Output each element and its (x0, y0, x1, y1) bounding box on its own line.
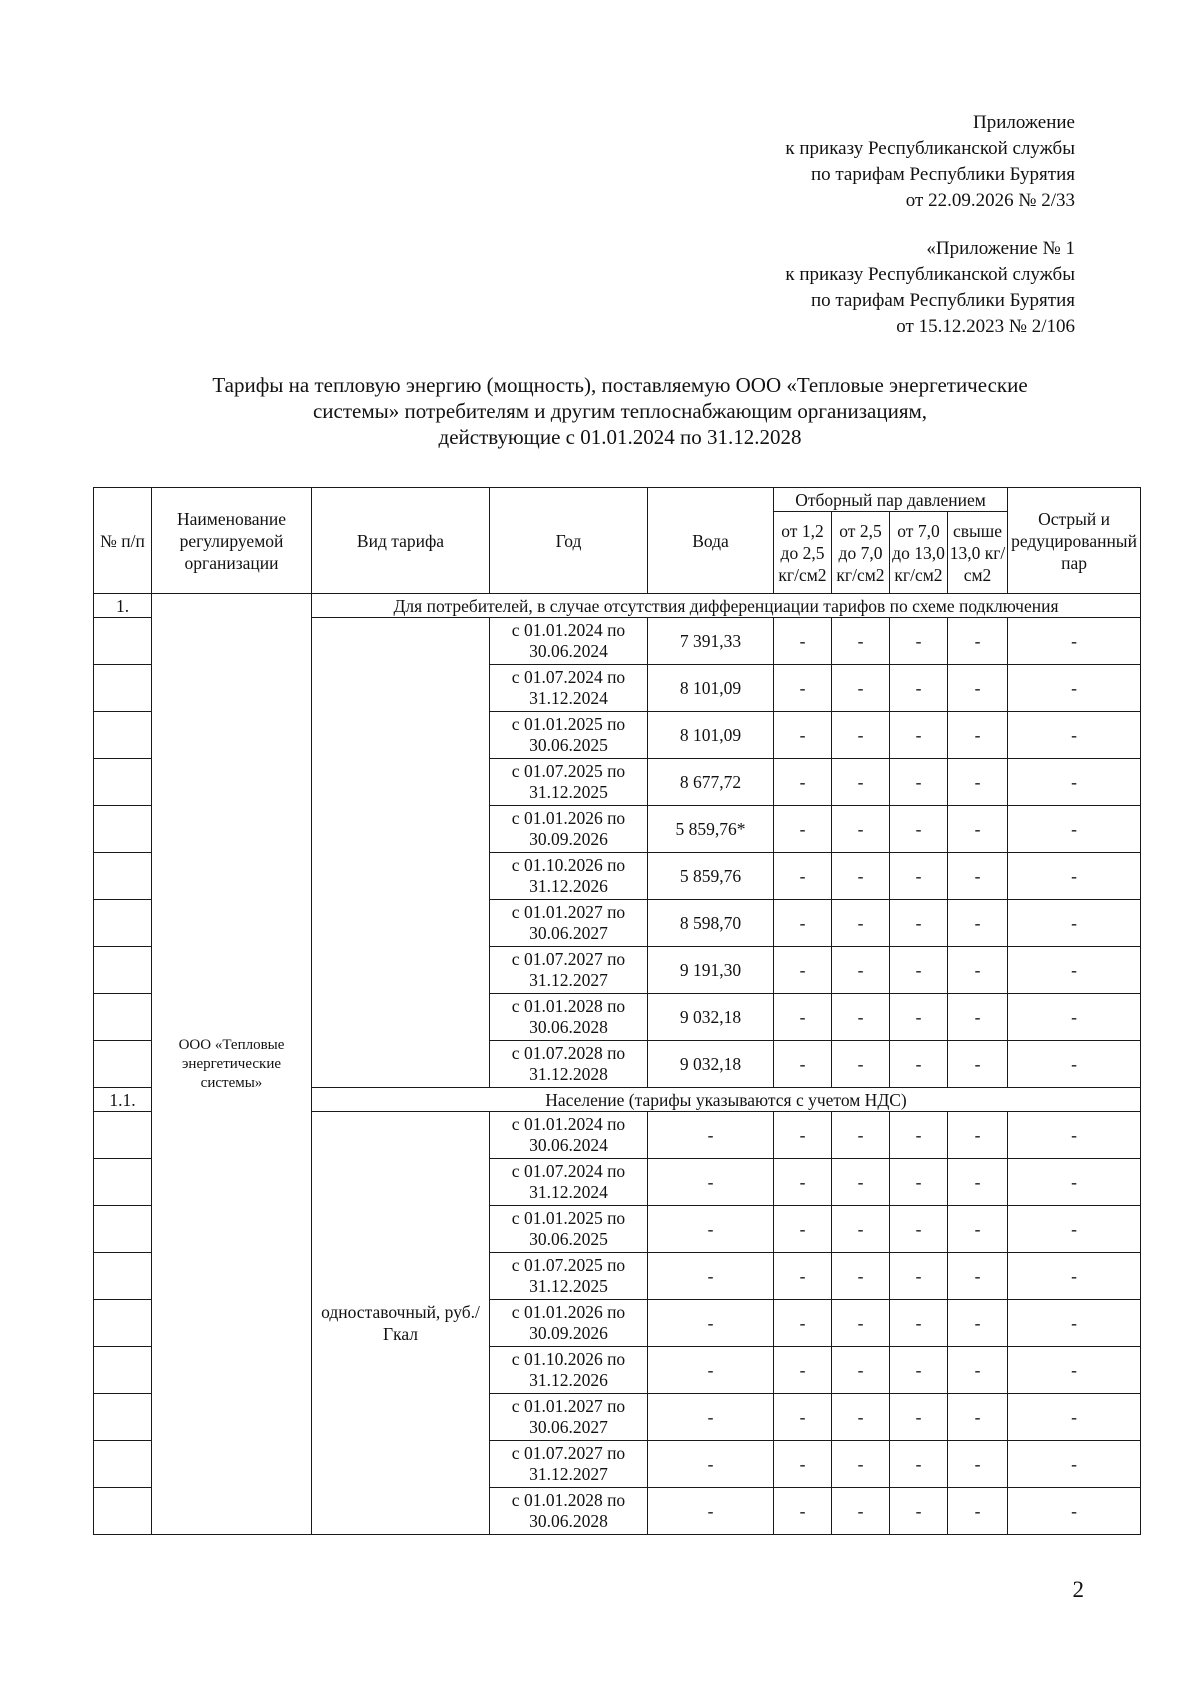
period-cell: с 01.01.2028 по 30.06.2028 (490, 994, 648, 1041)
steam-cell: - (832, 1253, 890, 1300)
steam-cell: - (774, 1488, 832, 1535)
sharp-steam-cell: - (1008, 853, 1141, 900)
steam-cell: - (832, 947, 890, 994)
steam-cell: - (948, 1206, 1008, 1253)
steam-cell: - (948, 1441, 1008, 1488)
steam-cell: - (832, 1394, 890, 1441)
header-steam-group: Отборный пар давлением (774, 488, 1008, 512)
steam-cell: - (774, 618, 832, 665)
water-cell: 8 677,72 (648, 759, 774, 806)
steam-cell: - (890, 1488, 948, 1535)
sharp-steam-cell: - (1008, 618, 1141, 665)
steam-cell: - (948, 1300, 1008, 1347)
row-number (94, 1488, 152, 1535)
row-number (94, 759, 152, 806)
row-number (94, 1300, 152, 1347)
water-cell: 5 859,76 (648, 853, 774, 900)
water-cell: - (648, 1112, 774, 1159)
steam-cell: - (774, 1300, 832, 1347)
section-row (94, 594, 1141, 618)
steam-cell: - (774, 1041, 832, 1088)
water-cell: 8 598,70 (648, 900, 774, 947)
period-cell: с 01.07.2028 по 31.12.2028 (490, 1041, 648, 1088)
steam-cell: - (832, 994, 890, 1041)
steam-cell: - (948, 712, 1008, 759)
row-number (94, 994, 152, 1041)
water-cell: - (648, 1159, 774, 1206)
period-cell: с 01.01.2026 по 30.09.2026 (490, 1300, 648, 1347)
steam-cell: - (890, 806, 948, 853)
tariff-type-cell (312, 618, 490, 1088)
steam-cell: - (832, 1112, 890, 1159)
sharp-steam-cell: - (1008, 1206, 1141, 1253)
row-number (94, 665, 152, 712)
steam-cell: - (890, 994, 948, 1041)
row-number (94, 1206, 152, 1253)
steam-cell: - (832, 1041, 890, 1088)
steam-cell: - (774, 712, 832, 759)
water-cell: - (648, 1488, 774, 1535)
sharp-steam-cell: - (1008, 712, 1141, 759)
sharp-steam-cell: - (1008, 1253, 1141, 1300)
steam-cell: - (832, 712, 890, 759)
sharp-steam-cell: - (1008, 1488, 1141, 1535)
steam-cell: - (832, 759, 890, 806)
steam-cell: - (832, 1159, 890, 1206)
section-title: Для потребителей, в случае отсутствия дифференциации тарифов по схеме подключения (312, 594, 1141, 618)
period-cell: с 01.10.2026 по 31.12.2026 (490, 1347, 648, 1394)
water-cell: 9 032,18 (648, 994, 774, 1041)
steam-cell: - (948, 665, 1008, 712)
period-cell: с 01.07.2027 по 31.12.2027 (490, 947, 648, 994)
steam-cell: - (774, 994, 832, 1041)
organization-name: ООО «Тепловые энергетические системы» (152, 594, 312, 1535)
steam-cell: - (774, 806, 832, 853)
steam-cell: - (890, 1206, 948, 1253)
row-number (94, 1159, 152, 1206)
sharp-steam-cell: - (1008, 1159, 1141, 1206)
row-number (94, 1253, 152, 1300)
sharp-steam-cell: - (1008, 1347, 1141, 1394)
sharp-steam-cell: - (1008, 900, 1141, 947)
steam-cell: - (948, 1253, 1008, 1300)
water-cell: - (648, 1253, 774, 1300)
steam-cell: - (890, 1300, 948, 1347)
steam-cell: - (948, 994, 1008, 1041)
quoted-appendix-order: к приказу Республиканской службы (785, 264, 1075, 285)
sharp-steam-cell: - (1008, 1300, 1141, 1347)
period-cell: с 01.01.2024 по 30.06.2024 (490, 618, 648, 665)
appendix-authority: по тарифам Республики Бурятия (810, 164, 1075, 185)
steam-cell: - (774, 1206, 832, 1253)
section-number: 1. (94, 594, 152, 618)
steam-cell: - (832, 1347, 890, 1394)
steam-cell: - (890, 1041, 948, 1088)
steam-cell: - (774, 1394, 832, 1441)
steam-cell: - (948, 1112, 1008, 1159)
steam-cell: - (948, 1488, 1008, 1535)
steam-cell: - (832, 1441, 890, 1488)
sharp-steam-cell: - (1008, 665, 1141, 712)
steam-cell: - (890, 853, 948, 900)
water-cell: 5 859,76* (648, 806, 774, 853)
steam-cell: - (890, 1253, 948, 1300)
steam-cell: - (774, 665, 832, 712)
steam-cell: - (890, 712, 948, 759)
page-number: 2 (1072, 1577, 1084, 1602)
water-cell: - (648, 1206, 774, 1253)
section-number: 1.1. (94, 1088, 152, 1112)
water-cell: 8 101,09 (648, 712, 774, 759)
steam-cell: - (948, 900, 1008, 947)
period-cell: с 01.07.2025 по 31.12.2025 (490, 759, 648, 806)
steam-cell: - (832, 618, 890, 665)
appendix-title: Приложение (973, 112, 1075, 133)
document-title (120, 372, 1120, 450)
header-year: Год (490, 488, 648, 594)
header-tariff-type: Вид тарифа (312, 488, 490, 594)
steam-cell: - (774, 1159, 832, 1206)
water-cell: 9 032,18 (648, 1041, 774, 1088)
steam-cell: - (890, 1394, 948, 1441)
steam-cell: - (890, 1112, 948, 1159)
water-cell: 9 191,30 (648, 947, 774, 994)
period-cell: с 01.01.2025 по 30.06.2025 (490, 712, 648, 759)
steam-cell: - (832, 1488, 890, 1535)
steam-cell: - (774, 1112, 832, 1159)
section-title: Население (тарифы указываются с учетом НДС) (312, 1088, 1141, 1112)
sharp-steam-cell: - (1008, 1041, 1141, 1088)
period-cell: с 01.07.2024 по 31.12.2024 (490, 665, 648, 712)
header-water: Вода (648, 488, 774, 594)
sharp-steam-cell: - (1008, 1441, 1141, 1488)
water-cell: 8 101,09 (648, 665, 774, 712)
title-line: системы» потребителям и другим теплоснабжающим организациям, (312, 399, 928, 423)
period-cell: с 01.07.2025 по 31.12.2025 (490, 1253, 648, 1300)
tariff-type-cell: одноставочный, руб./Гкал (312, 1112, 490, 1535)
tariff-table (93, 487, 1141, 1535)
period-cell: с 01.01.2027 по 30.06.2027 (490, 1394, 648, 1441)
steam-cell: - (832, 900, 890, 947)
steam-cell: - (890, 665, 948, 712)
sharp-steam-cell: - (1008, 806, 1141, 853)
period-cell: с 01.10.2026 по 31.12.2026 (490, 853, 648, 900)
row-number (94, 1347, 152, 1394)
header-sharp-steam: Острый и редуцированный пар (1008, 488, 1141, 594)
period-cell: с 01.01.2027 по 30.06.2027 (490, 900, 648, 947)
steam-cell: - (890, 1441, 948, 1488)
period-cell: с 01.01.2024 по 30.06.2024 (490, 1112, 648, 1159)
header-steam-2: от 2,5 до 7,0 кг/см2 (832, 512, 890, 594)
row-number (94, 618, 152, 665)
row-number (94, 806, 152, 853)
steam-cell: - (774, 947, 832, 994)
steam-cell: - (948, 1394, 1008, 1441)
quoted-appendix-date: от 15.12.2023 № 2/106 (896, 316, 1075, 337)
water-cell: - (648, 1347, 774, 1394)
row-number (94, 1041, 152, 1088)
steam-cell: - (832, 665, 890, 712)
header-org: Наименование регулируемой организации (152, 488, 312, 594)
row-number (94, 1441, 152, 1488)
header-num: № п/п (94, 488, 152, 594)
steam-cell: - (948, 1041, 1008, 1088)
sharp-steam-cell: - (1008, 759, 1141, 806)
steam-cell: - (832, 1206, 890, 1253)
sharp-steam-cell: - (1008, 994, 1141, 1041)
steam-cell: - (890, 618, 948, 665)
quoted-appendix-title: «Приложение № 1 (926, 238, 1075, 259)
period-cell: с 01.01.2028 по 30.06.2028 (490, 1488, 648, 1535)
steam-cell: - (774, 759, 832, 806)
period-cell: с 01.07.2024 по 31.12.2024 (490, 1159, 648, 1206)
steam-cell: - (948, 618, 1008, 665)
steam-cell: - (890, 1347, 948, 1394)
appendix-reference (785, 110, 1075, 214)
steam-cell: - (774, 1253, 832, 1300)
appendix-date: от 22.09.2026 № 2/33 (905, 190, 1075, 211)
header-steam-1: от 1,2 до 2,5 кг/см2 (774, 512, 832, 594)
steam-cell: - (832, 806, 890, 853)
period-cell: с 01.01.2025 по 30.06.2025 (490, 1206, 648, 1253)
steam-cell: - (890, 900, 948, 947)
row-number (94, 853, 152, 900)
water-cell: 7 391,33 (648, 618, 774, 665)
sharp-steam-cell: - (1008, 947, 1141, 994)
table-header-row (94, 488, 1141, 512)
row-number (94, 947, 152, 994)
steam-cell: - (890, 759, 948, 806)
header-steam-3: от 7,0 до 13,0 кг/см2 (890, 512, 948, 594)
quoted-appendix-authority: по тарифам Республики Бурятия (810, 290, 1075, 311)
steam-cell: - (890, 947, 948, 994)
quoted-appendix-reference (785, 236, 1075, 340)
steam-cell: - (948, 1347, 1008, 1394)
steam-cell: - (948, 947, 1008, 994)
appendix-order: к приказу Республиканской службы (785, 138, 1075, 159)
water-cell: - (648, 1300, 774, 1347)
header-steam-4: свыше 13,0 кг/см2 (948, 512, 1008, 594)
row-number (94, 1112, 152, 1159)
water-cell: - (648, 1441, 774, 1488)
steam-cell: - (948, 806, 1008, 853)
period-cell: с 01.01.2026 по 30.09.2026 (490, 806, 648, 853)
steam-cell: - (774, 853, 832, 900)
row-number (94, 900, 152, 947)
sharp-steam-cell: - (1008, 1112, 1141, 1159)
title-line: Тарифы на тепловую энергию (мощность), поставляемую ООО «Тепловые энергетические (212, 373, 1028, 397)
steam-cell: - (948, 759, 1008, 806)
steam-cell: - (832, 853, 890, 900)
steam-cell: - (774, 900, 832, 947)
title-line: действующие с 01.01.2024 по 31.12.2028 (438, 425, 802, 449)
steam-cell: - (774, 1347, 832, 1394)
period-cell: с 01.07.2027 по 31.12.2027 (490, 1441, 648, 1488)
steam-cell: - (832, 1300, 890, 1347)
steam-cell: - (948, 853, 1008, 900)
row-number (94, 1394, 152, 1441)
steam-cell: - (774, 1441, 832, 1488)
row-number (94, 712, 152, 759)
water-cell: - (648, 1394, 774, 1441)
steam-cell: - (948, 1159, 1008, 1206)
sharp-steam-cell: - (1008, 1394, 1141, 1441)
steam-cell: - (890, 1159, 948, 1206)
